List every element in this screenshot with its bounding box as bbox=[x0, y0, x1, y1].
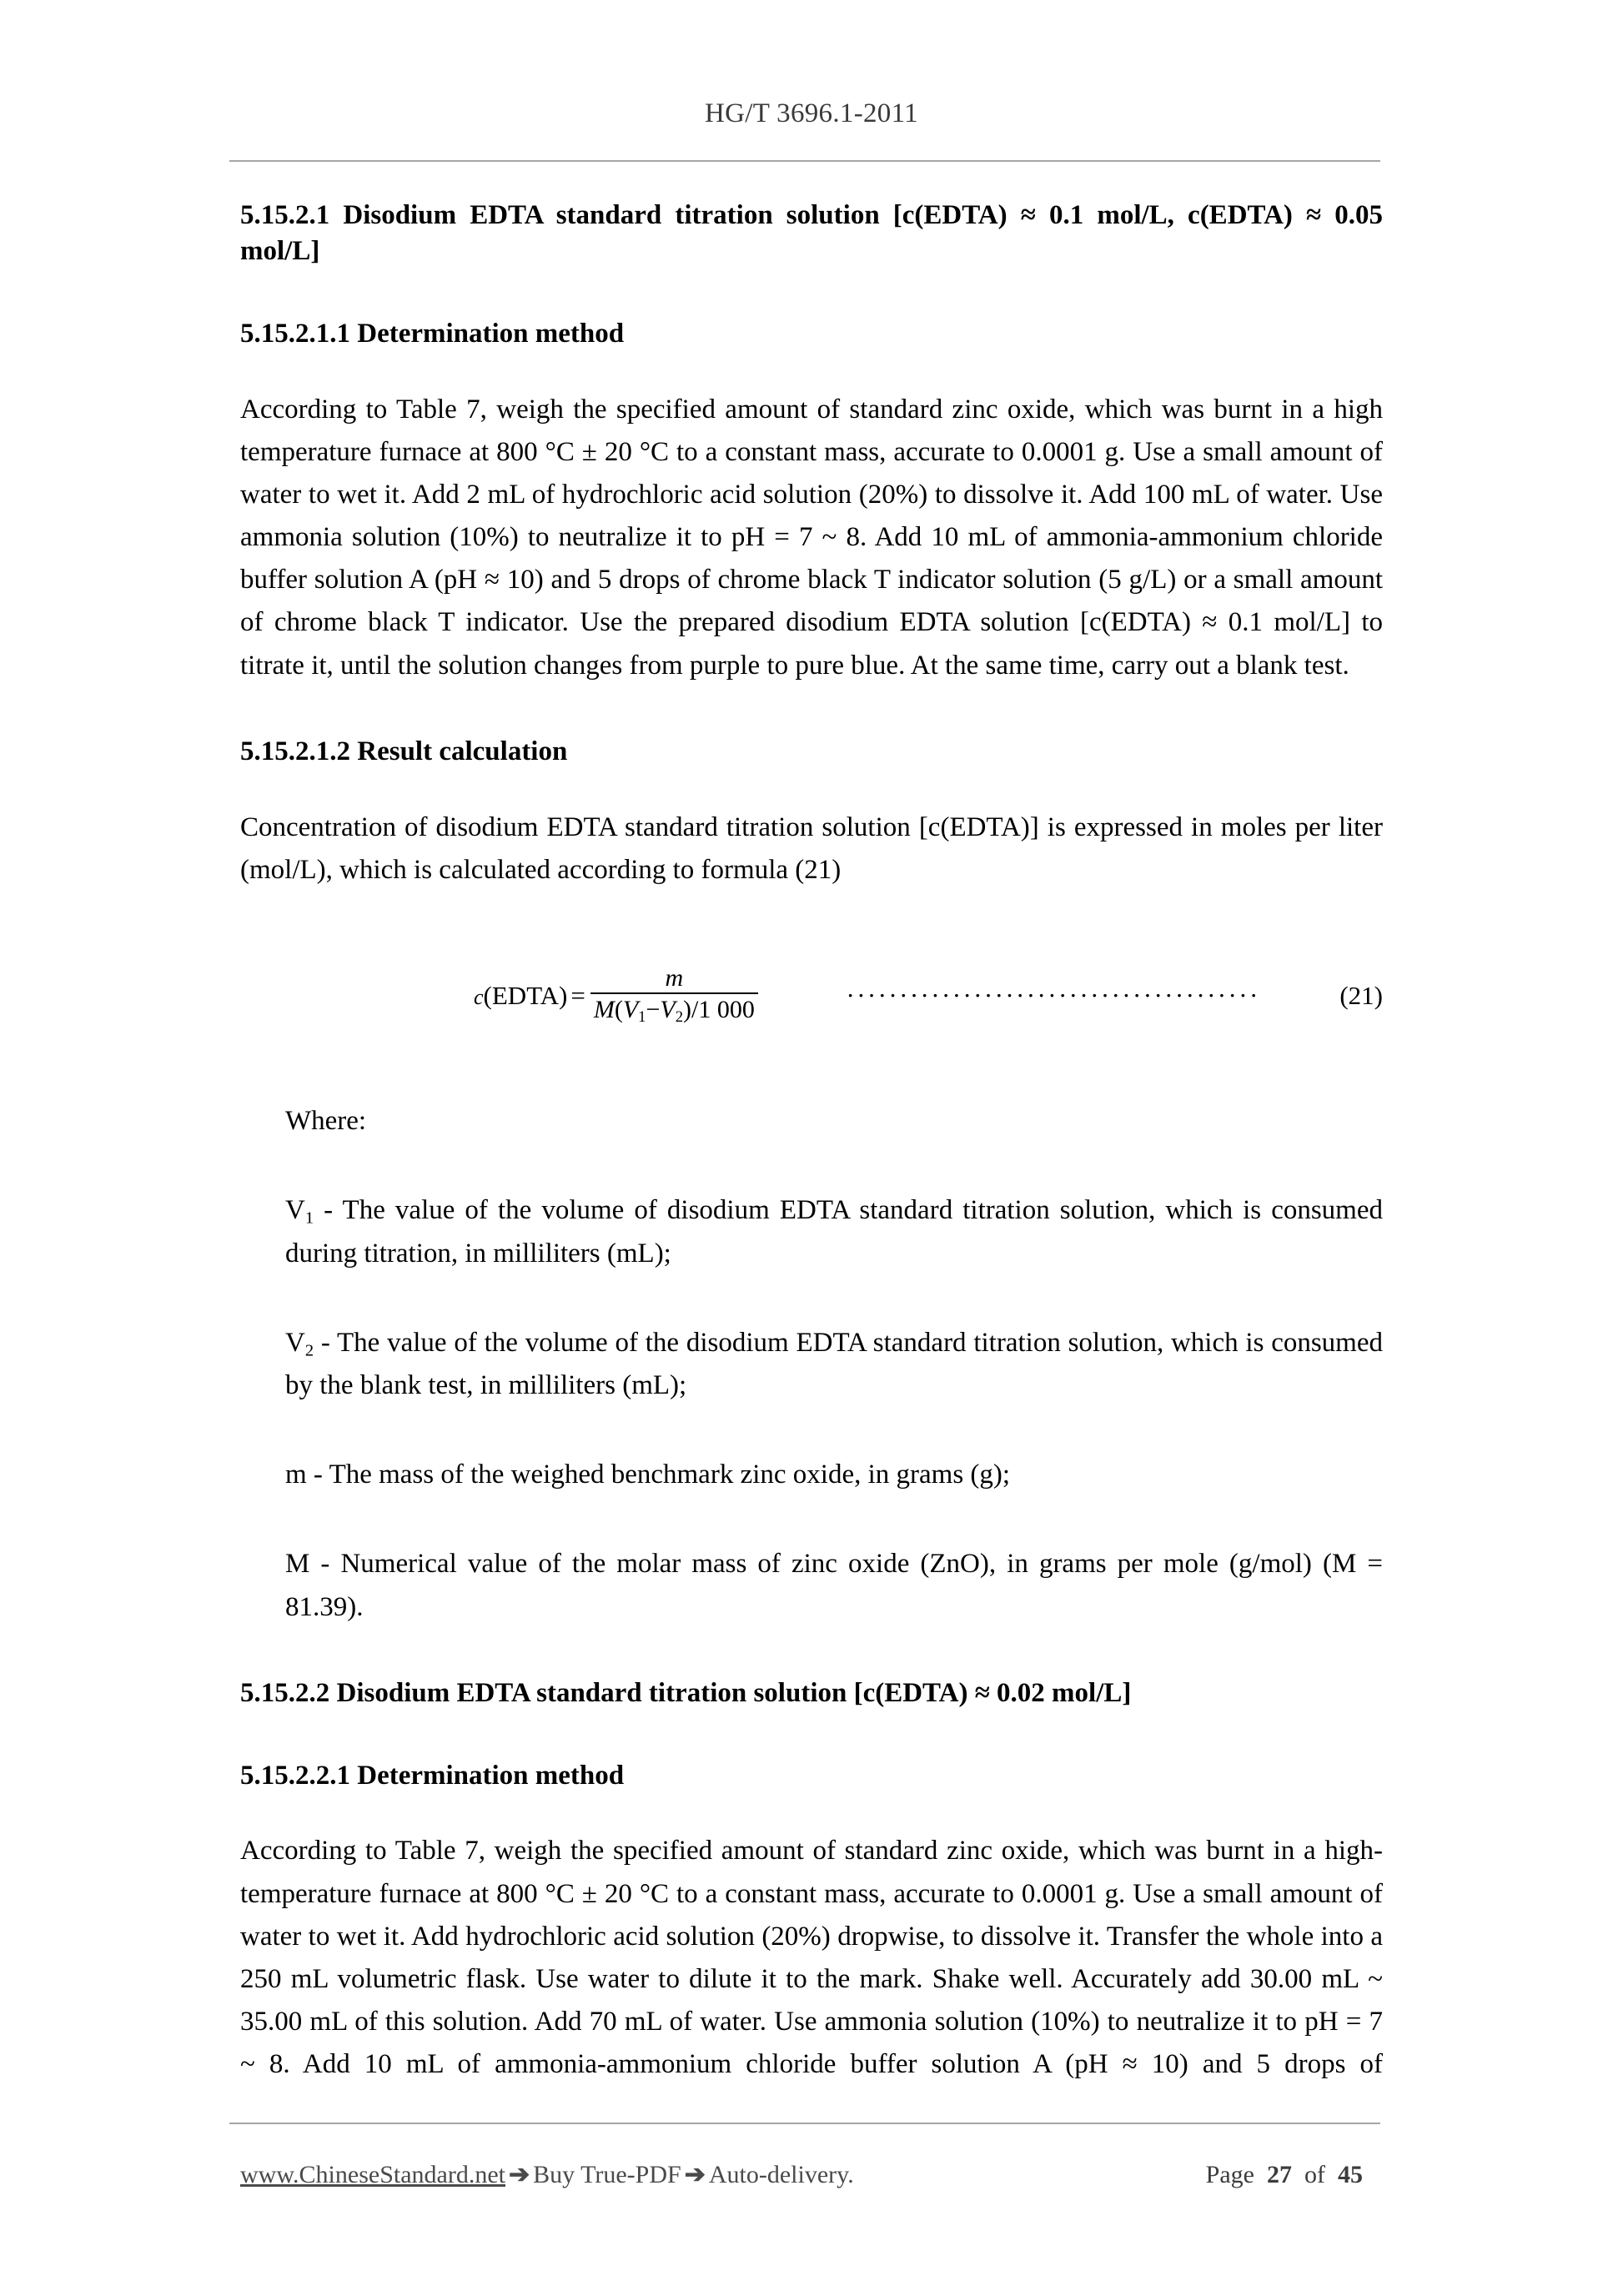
page-footer bbox=[240, 2160, 1383, 2189]
formula-equals: = bbox=[570, 980, 585, 1010]
heading-5-15-2-1: 5.15.2.1 Disodium EDTA standard titration solution [c(EDTA) ≈ 0.1 mol/L, c(EDTA) ≈ 0.05 mol/L] bbox=[240, 200, 1383, 266]
formula-den-tail: /1 000 bbox=[691, 996, 755, 1024]
spacer bbox=[240, 269, 1383, 316]
paragraph-determination-method-1: According to Table 7, weigh the specified amount of standard zinc oxide, which was burnt in a high temperature furnace at 800 °C ± 20 °C to a constant mass, accurate to 0.0001 g. Use a small amount of water to wet it. Add 2 mL of hydrochloric acid solution (20%) to dissolve it. Add 100 mL of water. Use ammonia solution (10%) to neutralize it to pH = 7 ~ 8. Add 10 mL of ammonia-ammonium chloride buffer solution A (pH ≈ 10) and 5 drops of chrome black T indicator solution (5 g/L) or a small amount of chrome black T indicator. Use the prepared disodium EDTA solution [c(EDTA) ≈ 0.1 mol/L] to titrate it, until the solution changes from purple to pure blue. At the same time, carry out a blank test. bbox=[240, 394, 1383, 681]
heading-5-15-2-1-2: 5.15.2.1.2 Result calculation bbox=[240, 736, 568, 766]
formula-den-close: ) bbox=[683, 996, 692, 1024]
formula-numerator: m bbox=[665, 963, 684, 992]
where-item-v1-subscript: 1 bbox=[304, 1208, 314, 1228]
chinesestandard-link[interactable]: www.ChineseStandard.net bbox=[240, 2161, 505, 2188]
of-label: of bbox=[1304, 2161, 1325, 2188]
formula-fraction-bar bbox=[590, 992, 758, 994]
page-label: Page bbox=[1205, 2161, 1254, 2188]
formula-denominator bbox=[590, 996, 758, 1027]
spacer bbox=[240, 1793, 1383, 1830]
where-item-m-upper-text: - Numerical value of the molar mass of zinc oxide (ZnO), in grams per mole (g/mol) (M = 81.39). bbox=[285, 1549, 1383, 1622]
paragraph-determination-method-2: According to Table 7, weigh the specified amount of standard zinc oxide, which was burnt in a high-temperature furnace at 800 °C ± 20 °C to a constant mass, accurate to 0.0001 g. Use a small amount of water to wet it. Add hydrochloric acid solution (20%) dropwise, to dissolve it. Transfer the whole into a 250 mL volumetric flask. Use water to dilute it to the mark. Shake well. Accurately add 30.00 mL ~ 35.00 mL of this solution. Add 70 mL of water. Use ammonia solution (10%) to neutralize it to pH = 7 ~ 8. Add 10 mL of ammonia-ammonium chloride buffer solution A (pH ≈ 10) and 5 drops of bbox=[240, 1836, 1383, 2080]
spacer bbox=[240, 1027, 1383, 1073]
formula-lhs-variable: c bbox=[474, 984, 484, 1009]
where-label: Where: bbox=[285, 1105, 367, 1136]
total-page-count: 45 bbox=[1338, 2161, 1363, 2188]
formula-lhs bbox=[474, 981, 567, 1011]
spacer bbox=[240, 1275, 1383, 1322]
heading-5-15-2-1-1: 5.15.2.1.1 Determination method bbox=[240, 318, 625, 349]
formula-den-V1-sub: 1 bbox=[638, 1008, 646, 1027]
arrow-right-icon-2: ➔ bbox=[684, 2161, 706, 2188]
spacer bbox=[240, 938, 1383, 965]
page-header: HG/T 3696.1-2011 bbox=[705, 98, 918, 128]
footer-delivery-text: Auto-delivery. bbox=[708, 2161, 854, 2188]
paragraph-result-calculation-intro: Concentration of disodium EDTA standard titration solution [c(EDTA)] is expressed in moles per liter (mol/L), which is calculated according to formula (21) bbox=[240, 811, 1383, 885]
formula-den-minus: − bbox=[646, 996, 661, 1024]
where-item-v2-subscript: 2 bbox=[304, 1341, 314, 1360]
where-item-m-lower-symbol: m bbox=[285, 1459, 307, 1490]
where-item-v1-symbol: V bbox=[285, 1195, 305, 1226]
formula-den-M: M bbox=[593, 996, 615, 1024]
spacer bbox=[240, 1073, 1383, 1100]
formula-21 bbox=[474, 965, 1383, 1027]
formula-den-open: ( bbox=[614, 996, 623, 1024]
spacer bbox=[240, 770, 1383, 806]
where-item-v2-text: - The value of the volume of the disodium EDTA standard titration solution, which is consumed by the blank test, in milliliters (mL); bbox=[285, 1327, 1383, 1401]
footer-buy-text: Buy True-PDF bbox=[533, 2161, 681, 2188]
heading-5-15-2-2-1: 5.15.2.2.1 Determination method bbox=[240, 1760, 625, 1791]
formula-den-V1: V bbox=[622, 996, 639, 1024]
page-indicator bbox=[1206, 2161, 1383, 2189]
header-divider bbox=[229, 160, 1380, 162]
document-body bbox=[240, 198, 1383, 2086]
footer-promo bbox=[240, 2160, 854, 2189]
where-item-v2 bbox=[285, 1322, 1383, 1408]
where-item-v1 bbox=[285, 1189, 1383, 1275]
formula-lhs-rest: (EDTA) bbox=[483, 980, 568, 1010]
where-item-m-upper bbox=[285, 1543, 1383, 1628]
formula-den-V2-sub: 2 bbox=[675, 1008, 684, 1027]
formula-fraction bbox=[590, 965, 758, 1027]
formula-number: (21) bbox=[1339, 980, 1383, 1010]
where-item-v2-symbol: V bbox=[285, 1327, 305, 1358]
where-item-m-lower bbox=[285, 1454, 1383, 1496]
spacer bbox=[240, 1496, 1383, 1543]
heading-5-15-2-2: 5.15.2.2 Disodium EDTA standard titration solution [c(EDTA) ≈ 0.02 mol/L] bbox=[240, 1677, 1132, 1708]
arrow-right-icon: ➔ bbox=[509, 2161, 530, 2188]
where-item-v1-text: - The value of the volume of disodium EDTA standard titration solution, which is consumed during titration, in milliliters (mL); bbox=[285, 1195, 1383, 1269]
spacer bbox=[240, 892, 1383, 938]
spacer bbox=[240, 1629, 1383, 1676]
spacer bbox=[240, 1143, 1383, 1189]
footer-divider bbox=[229, 2123, 1380, 2124]
current-page-number: 27 bbox=[1267, 2161, 1292, 2188]
spacer bbox=[240, 687, 1383, 734]
formula-dotted-leader: ······································· bbox=[846, 980, 1260, 1010]
where-item-m-upper-symbol: M bbox=[285, 1549, 310, 1580]
formula-den-V2: V bbox=[660, 996, 676, 1024]
where-item-m-lower-text: - The mass of the weighed benchmark zinc oxide, in grams (g); bbox=[306, 1459, 1011, 1490]
spacer bbox=[240, 1407, 1383, 1454]
spacer bbox=[240, 352, 1383, 389]
spacer bbox=[240, 1711, 1383, 1758]
formula-expression bbox=[474, 965, 760, 1027]
